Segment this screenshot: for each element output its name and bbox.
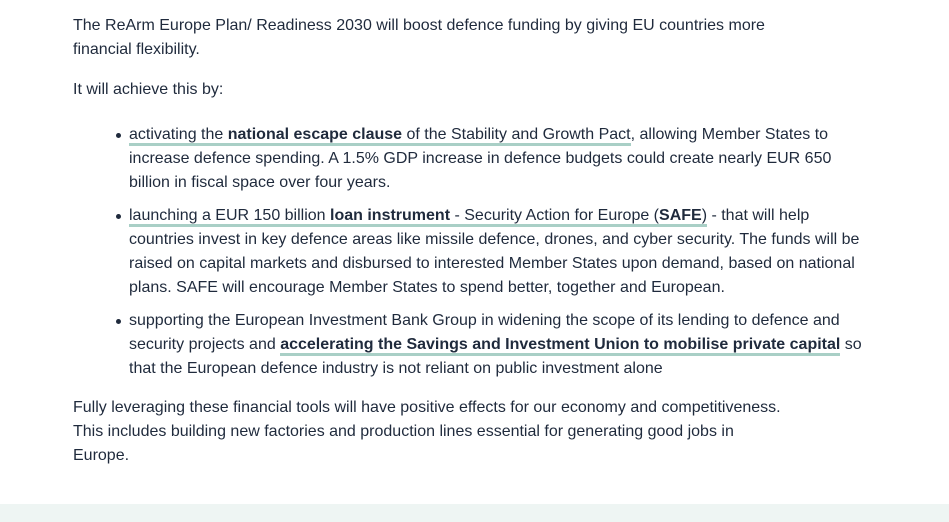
lead-paragraph: It will achieve this by: (73, 81, 224, 98)
list-item: supporting the European Investment Bank Group in widening the scope of its lending to defence and security projects and accelerating the Savings and Investment Union to mobilise private capital so that the European defence industry is not reliant on public investment alone (129, 309, 863, 381)
article-body (73, 14, 863, 468)
closing-line-1: Fully leveraging these financial tools will have positive effects for our economy and competitiveness. (73, 399, 781, 416)
list-item: activating the national escape clause of the Stability and Growth Pact, allowing Member States to increase defence spending. A 1.5% GDP increase in defence budgets could create nearly EUR 650 billion in fiscal space over four years. (129, 123, 863, 195)
list-item: launching a EUR 150 billion loan instrument - Security Action for Europe (SAFE) - that will help countries invest in key defence areas like missile defence, drones, and cyber security. The funds will be raised on capital markets and disbursed to interested Member States upon demand, based on national plans. SAFE will encourage Member States to spend better, together and European. (129, 204, 863, 300)
measures-list (73, 123, 863, 381)
savings-investment-union-link[interactable]: accelerating the Savings and Investment Union to mobilise private capital (280, 336, 840, 356)
closing-paragraph (73, 396, 793, 468)
safe-loan-instrument-link[interactable]: launching a EUR 150 billion loan instrument - Security Action for Europe (SAFE) (129, 207, 707, 227)
national-escape-clause-link[interactable]: activating the national escape clause of the Stability and Growth Pact (129, 126, 631, 146)
intro-paragraph: The ReArm Europe Plan/ Readiness 2030 will boost defence funding by giving EU countries more financial flexibility. (73, 17, 765, 58)
closing-line-2: This includes building new factories and production lines essential for generating good jobs in Europe. (73, 423, 734, 464)
footer-band (0, 504, 949, 522)
